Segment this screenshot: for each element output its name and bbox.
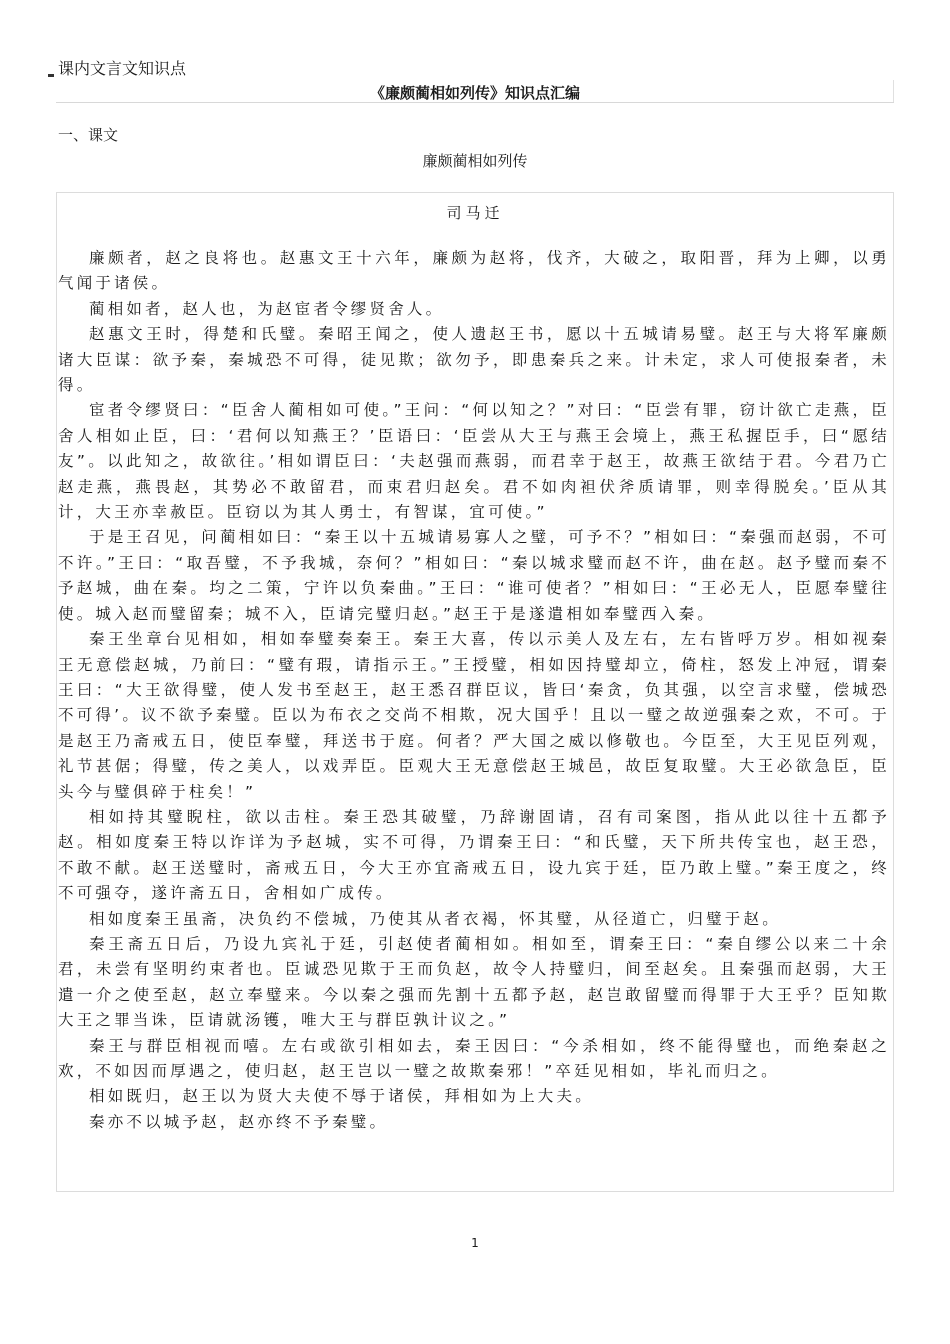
section-heading: 一、课文 (58, 126, 119, 144)
paragraph: 赵惠文王时，得楚和氏璧。秦昭王闻之，使人遗赵王书，愿以十五城请易璧。赵王与大将军廉颇诸大臣谋：欲予秦，秦城恐不可得，徒见欺；欲勿予，即患秦兵之来。计未定，求人可使报秦者，未得。 (58, 325, 890, 395)
essay-body (58, 246, 890, 1135)
paragraph: 秦亦不以城予赵，赵亦终不予秦璧。 (89, 1112, 389, 1131)
paragraph: 相如持其璧睨柱，欲以击柱。秦王恐其破璧，乃辞谢固请，召有司案图，指从此以往十五都予赵。相如度秦王特以诈详为予赵城，实不可得，乃谓秦王曰：“和氏璧，天下所共传宝也，赵王恐，不敢不献。赵王送璧时，斋戒五日，今大王亦宜斋戒五日，设九宾于廷，臣乃敢上璧。”秦王度之，终不可强夺，遂许斋五日，舍相如广成传。 (58, 807, 890, 903)
paragraph: 相如度秦王虽斋，决负约不偿城，乃使其从者衣褐，怀其璧，从径道亡，归璧于赵。 (89, 909, 781, 928)
document-title: 《廉颇蔺相如列传》知识点汇编 (369, 84, 580, 102)
page-number: 1 (471, 1236, 479, 1250)
paragraph: 秦王与群臣相视而嘻。左右或欲引相如去，秦王因曰：“今杀相如，终不能得璧也，而绝秦赵之欢，不如因而厚遇之，使归赵，赵王岂以一璧之故欺秦邪！”卒廷见相如，毕礼而归之。 (58, 1036, 890, 1080)
header-label: 课内文言文知识点 (58, 59, 187, 78)
essay-author: 司马迁 (446, 204, 504, 222)
paragraph: 相如既归，赵王以为贤大夫使不辱于诸侯，拜相如为上大夫。 (89, 1087, 594, 1106)
header-marker (48, 74, 54, 77)
paragraph: 秦王坐章台见相如，相如奉璧奏秦王。秦王大喜，传以示美人及左右，左右皆呼万岁。相如视秦王无意偿赵城，乃前曰：“璧有瑕，请指示王。”王授璧，相如因持璧却立，倚柱，怒发上冲冠，谓秦王曰：“大王欲得璧，使人发书至赵王，赵王悉召群臣议，皆曰‘秦贪，负其强，以空言求璧，偿城恐不可得’。议不欲予秦璧。臣以为布衣之交尚不相欺，况大国乎！且以一璧之故逆强秦之欢，不可。于是赵王乃斋戒五日，使臣奉璧，拜送书于庭。何者？严大国之威以修敬也。今臣至，大王见臣列观，礼节甚倨；得璧，传之美人，以戏弄臣。臣观大王无意偿赵王城邑，故臣复取璧。大王必欲急臣，臣头今与璧俱碎于柱矣！” (58, 630, 890, 801)
paragraph: 廉颇者，赵之良将也。赵惠文王十六年，廉颇为赵将，伐齐，大破之，取阳晋，拜为上卿，以勇气闻于诸侯。 (58, 249, 890, 293)
paragraph: 宦者令缪贤曰：“臣舍人蔺相如可使。”王问：“何以知之？”对曰：“臣尝有罪，窃计欲亡走燕，臣舍人相如止臣，曰：‘君何以知燕王？’臣语曰：‘臣尝从大王与燕王会境上，燕王私握臣手，曰“愿结友”。以此知之，故欲往。’相如谓臣曰：‘夫赵强而燕弱，而君幸于赵王，故燕王欲结于君。今君乃亡赵走燕，燕畏赵，其势必不敢留君，而束君归赵矣。君不如肉袒伏斧质请罪，则幸得脱矣。’臣从其计，大王亦幸赦臣。臣窃以为其人勇士，有智谋，宜可使。” (58, 401, 890, 522)
paragraph: 秦王斋五日后，乃设九宾礼于廷，引赵使者蔺相如。相如至，谓秦王曰：“秦自缪公以来二十余君，未尝有坚明约束者也。臣诚恐见欺于王而负赵，故令人持璧归，间至赵矣。且秦强而赵弱，大王遣一介之使至赵，赵立奉璧来。今以秦之强而先割十五都予赵，赵岂敢留璧而得罪于大王乎？臣知欺大王之罪当诛，臣请就汤镬，唯大王与群臣孰计议之。” (58, 934, 890, 1030)
paragraph: 于是王召见，问蔺相如曰：“秦王以十五城请易寡人之璧，可予不？”相如曰：“秦强而赵弱，不可不许。”王曰：“取吾璧，不予我城，奈何？”相如曰：“秦以城求璧而赵不许，曲在赵。赵予璧而秦不予赵城，曲在秦。均之二策，宁许以负秦曲。”王曰：“谁可使者？”相如曰：“王必无人，臣愿奉璧往使。城入赵而璧留秦；城不入，臣请完璧归赵。”赵王于是遂遣相如奉璧西入秦。 (58, 528, 890, 623)
essay-title: 廉颇蔺相如列传 (422, 152, 528, 170)
paragraph: 蔺相如者，赵人也，为赵宦者令缪贤舍人。 (89, 299, 445, 318)
